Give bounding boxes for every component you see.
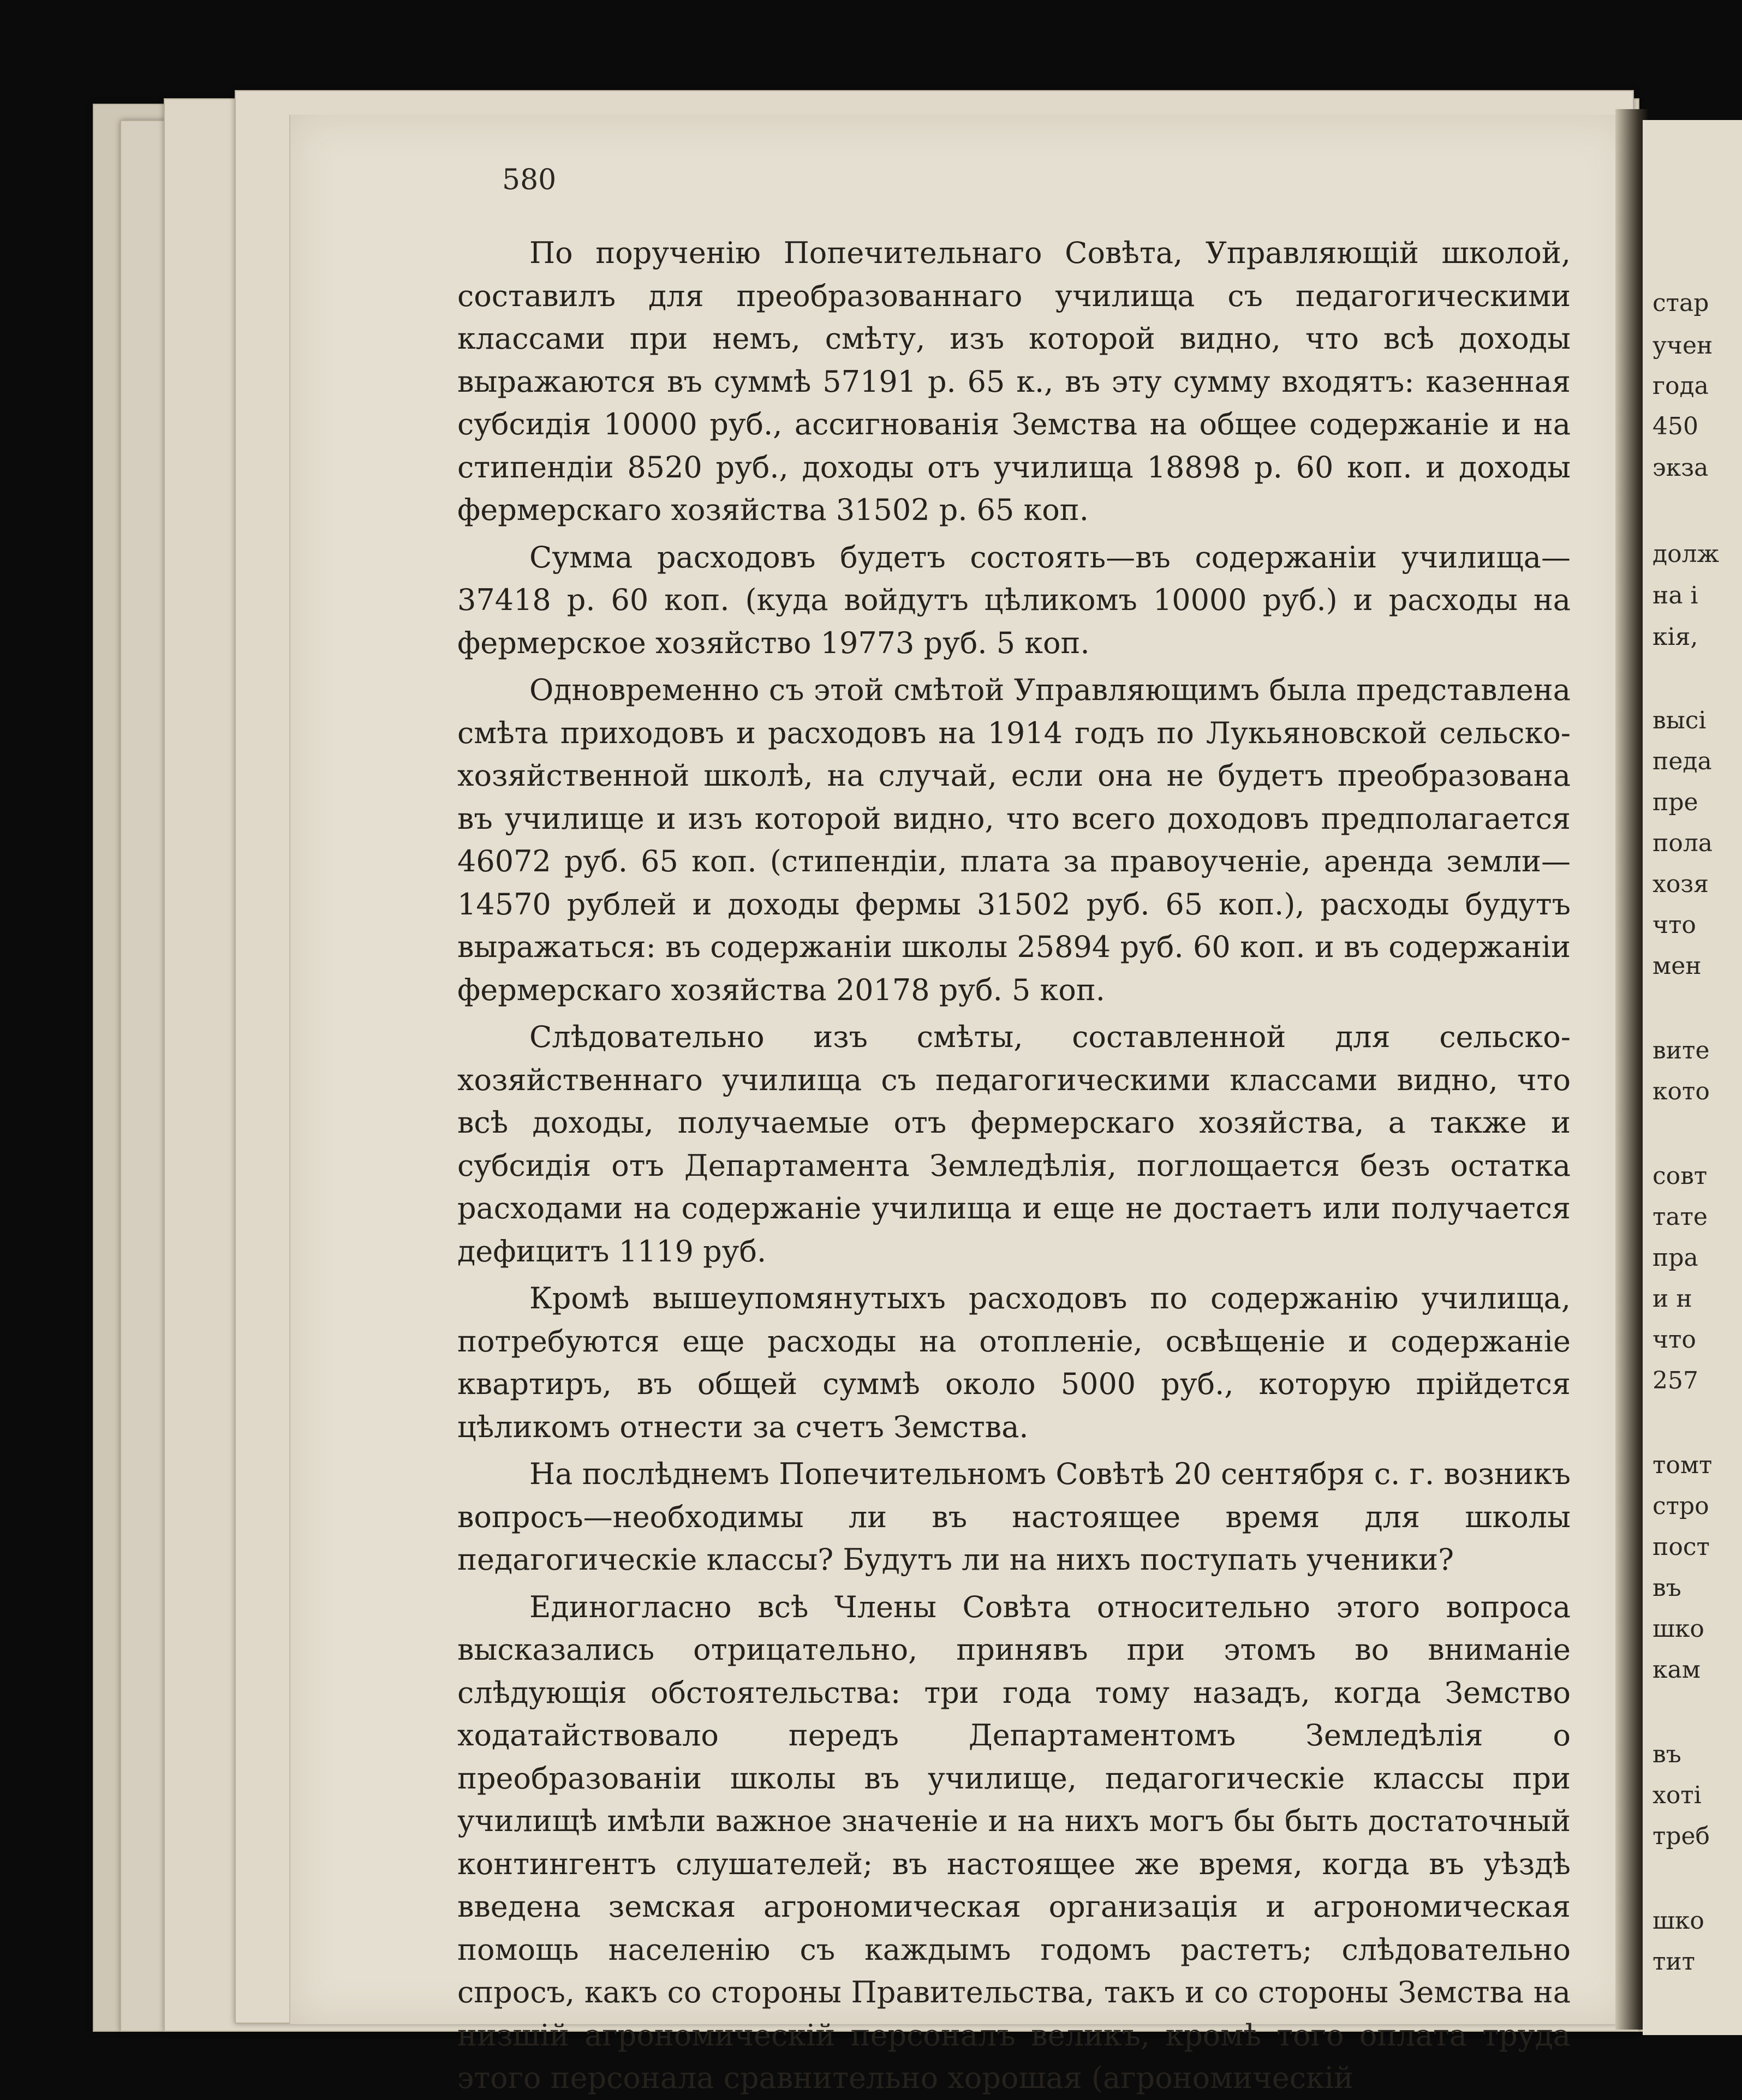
right-page-fragment: и н (1652, 1285, 1692, 1313)
paragraph-5: Кромѣ вышеупомянутыхъ расходовъ по содержанію училища, потребуются еще расходы на отопленіе, освѣщеніе и содержаніе квартиръ, въ общей суммѣ около 5000 руб., которую прійдется цѣликомъ отнести за счетъ Земства. (457, 1281, 1571, 1444)
right-page-fragment: года (1652, 372, 1709, 400)
right-page-fragment: хоті (1652, 1781, 1702, 1809)
right-page-fragment: совт (1652, 1162, 1708, 1190)
right-page-edge (1643, 120, 1742, 2035)
right-page-fragment: хозя (1652, 870, 1709, 898)
right-page-fragment: пра (1652, 1244, 1698, 1272)
right-page-fragment: кам (1652, 1656, 1701, 1684)
right-page-fragment: высі (1652, 707, 1707, 734)
paragraph-2: Сумма расходовъ будетъ состоять—въ содержаніи училища—37418 р. 60 коп. (куда войдутъ цѣликомъ 10000 руб.) и расходы на фермерское хозяйство 19773 руб. 5 коп. (457, 540, 1571, 660)
right-page-fragment: 257 (1652, 1367, 1698, 1395)
right-page-fragment: долж (1652, 540, 1720, 568)
right-page-fragment: стро (1652, 1492, 1709, 1520)
right-page-fragment: кія, (1652, 623, 1698, 651)
right-page-fragment: педа (1652, 747, 1712, 775)
right-page-fragment: учен (1652, 332, 1713, 360)
right-page-fragment: пост (1652, 1533, 1710, 1561)
paragraph-7: Единогласно всѣ Члены Совѣта относительно этого вопроса высказались отрицательно, принявъ при этомъ во вниманіе слѣдующія обстоятельства: три года тому назадъ, когда Земство ходатайствовало передъ Департаментомъ Земледѣлія о преобразованіи школы въ училище, педагогическіе классы при училищѣ имѣли важное значеніе и на нихъ могъ бы быть достаточный контингентъ слушателей; въ настоящее же время, когда въ уѣздѣ введена земская агрономическая организація и агрономическая помощь населенію съ каждымъ годомъ растетъ; слѣдовательно спросъ, какъ со стороны Правительства, такъ и со стороны Земства на низшій агрономическій персоналъ великъ, кромѣ того оплата труда этого персонала сравнительно хорошая (агрономическій (457, 1589, 1571, 2095)
right-page-fragment: пола (1652, 829, 1713, 857)
paragraph-4: Слѣдовательно изъ смѣты, составленной для сельско-хозяйственнаго училища съ педагогическими классами видно, что всѣ доходы, получаемые отъ фермерскаго хозяйства, а также и субсидія отъ Департамента Земледѣлія, поглощается безъ остатка расходами на содержаніе училища и еще не достаетъ или получается дефицитъ 1119 руб. (457, 1020, 1571, 1269)
paragraph-3: Одновременно съ этой смѣтой Управляющимъ была представлена смѣта приходовъ и расходовъ на 1914 годъ по Лукьяновской сельско-хозяйственной школѣ, на случай, если она не будетъ преобразована въ училище и изъ которой видно, что всего доходовъ предполагается 46072 руб. 65 коп. (стипендіи, плата за правоученіе, аренда земли—14570 рублей и доходы фермы 31502 руб. 65 коп.), расходы будутъ выражаться: въ содержаніи школы 25894 руб. 60 коп. и въ содержаніи фермерскаго хозяйства 20178 руб. 5 коп. (457, 673, 1571, 1007)
right-page-fragment: экза (1652, 454, 1709, 482)
right-page-fragment: шко (1652, 1615, 1704, 1643)
right-page-fragment: пре (1652, 788, 1698, 816)
paragraph-1: По порученію Попечительнаго Совѣта, Управляющій школой, составилъ для преобразованнаго училища съ педагогическими классами при немъ, смѣту, изъ которой видно, что всѣ доходы выражаются въ суммѣ 57191 р. 65 к., въ эту сумму входятъ: казенная субсидія 10000 руб., ассигнованія Земства на общее содержаніе и на стипендіи 8520 руб., доходы отъ училища 18898 р. 60 коп. и доходы фермерскаго хозяйства 31502 р. 65 коп. (457, 236, 1571, 527)
page-number: 580 (502, 164, 557, 196)
right-page-fragment: вите (1652, 1037, 1710, 1064)
paragraph-6: На послѣднемъ Попечительномъ Совѣтѣ 20 сентября с. г. возникъ вопросъ—необходимы ли въ настоящее время для школы педагогическіе классы? Будутъ ли на нихъ поступать ученики? (457, 1457, 1571, 1577)
right-page-fragment: въ (1652, 1740, 1681, 1768)
body-text (457, 232, 1571, 2100)
right-page-fragment: въ (1652, 1574, 1681, 1602)
right-page-fragment: что (1652, 1326, 1696, 1354)
right-page-fragment: на і (1652, 582, 1698, 609)
right-page-fragment: тате (1652, 1203, 1708, 1231)
right-page-fragment: кото (1652, 1078, 1710, 1105)
right-page-fragment: тит (1652, 1948, 1696, 1976)
right-page-fragment: что (1652, 911, 1696, 939)
right-page-fragment: томт (1652, 1451, 1713, 1479)
right-page-fragment: треб (1652, 1822, 1710, 1850)
right-page-fragment: мен (1652, 952, 1702, 980)
right-page-fragment: шко (1652, 1907, 1704, 1935)
right-page-fragment: 450 (1652, 412, 1698, 440)
right-page-fragment: стар (1652, 289, 1709, 317)
